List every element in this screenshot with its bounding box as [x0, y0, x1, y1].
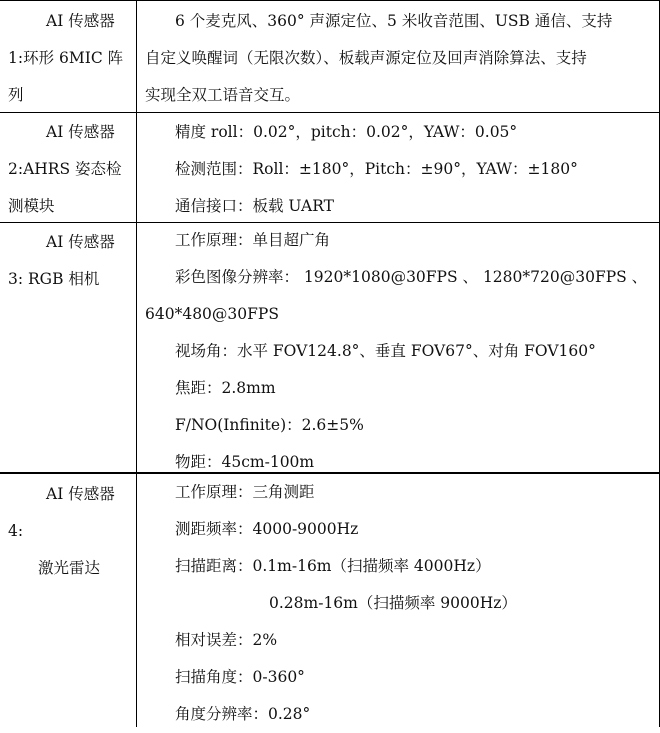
sensor-name-line: 激光雷达 [38, 559, 101, 577]
spec-line: 彩色图像分辨率： 1920*1080@30FPS 、 1280*720@30FPS 、 [175, 268, 648, 286]
spec-line: 视场角：水平 FOV124.8°、垂直 FOV67°、对角 FOV160° [175, 342, 596, 360]
sensor-name-cell [0, 3, 136, 114]
sensor-name-line: AI 传感器 [46, 12, 115, 30]
spec-line: 检测范围：Roll：±180°，Pitch：±90°，YAW：±180° [175, 160, 578, 178]
spec-cell [137, 114, 657, 225]
spec-line: 6 个麦克风、360° 声源定位、5 米收音范围、USB 通信、支持 [175, 12, 613, 30]
sensor-name-cell [0, 476, 136, 587]
sensor-name-line: 3: RGB 相机 [8, 270, 100, 288]
spec-line: 精度 roll：0.02°，pitch：0.02°，YAW：0.05° [175, 123, 518, 141]
spec-line: 相对误差：2% [175, 631, 278, 649]
table-row [0, 112, 660, 222]
spec-line: 扫描距离：0.1m-16m（扫描频率 4000Hz） [175, 557, 491, 575]
sensor-name-line: 4: [8, 522, 24, 540]
sensor-name-line: AI 传感器 [46, 233, 115, 251]
spec-line: 测距频率：4000-9000Hz [175, 520, 359, 538]
spec-line: 通信接口：板载 UART [175, 197, 334, 215]
sensor-name-line: AI 传感器 [46, 123, 115, 141]
spec-cell [137, 3, 657, 114]
spec-line: 640*480@30FPS [145, 305, 279, 323]
spec-cell [137, 474, 657, 733]
sensor-name-line: 测模块 [8, 197, 55, 215]
spec-line: 实现全双工语音交互。 [145, 86, 301, 104]
spec-line: 工作原理：三角测距 [175, 483, 315, 501]
sensor-name-line: 1:环形 6MIC 阵 [8, 49, 124, 67]
spec-line: 0.28m-16m（扫描频率 9000Hz） [269, 594, 517, 612]
sensor-name-cell [0, 224, 136, 298]
spec-line: 物距：45cm-100m [175, 453, 315, 471]
sensor-name-line: 2:AHRS 姿态检 [8, 160, 122, 178]
spec-line: F/NO(Infinite)：2.6±5% [175, 416, 364, 434]
spec-line: 自定义唤醒词（无限次数）、板载声源定位及回声消除算法、支持 [145, 49, 587, 67]
row-divider [0, 112, 660, 113]
spec-line: 焦距：2.8mm [175, 379, 276, 397]
sensor-name-cell [0, 114, 136, 225]
spec-line: 扫描角度：0-360° [175, 668, 305, 686]
sensor-name-line: AI 传感器 [46, 485, 115, 503]
spec-line: 工作原理：单目超广角 [175, 231, 331, 249]
table-row [0, 472, 660, 727]
sensor-name-line: 列 [8, 86, 24, 104]
spec-line: 角度分辨率：0.28° [175, 705, 311, 723]
spec-cell [137, 222, 657, 481]
table-row [0, 222, 660, 472]
table-row [0, 1, 660, 112]
